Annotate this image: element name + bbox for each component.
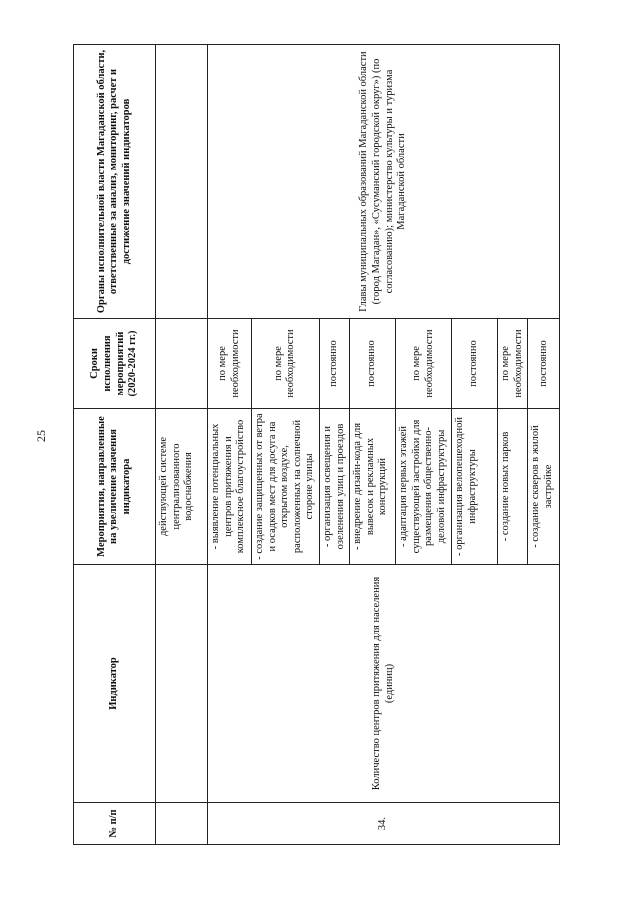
header-authorities: Органы исполнительной власти Магаданской области, ответственные за анализ, мониторинг, расчет и достижение значений индикаторов [74,45,156,319]
cell-empty [156,803,208,845]
cell-measure: - адаптация первых этажей существующей застройки для размещения общественно-деловой инфраструктуры [396,409,452,565]
cell-measure: - создание защищенных от ветра и осадков мест для досуга на открытом воздухе, расположенных на солнечной стороне улицы [252,409,320,565]
cell-empty [156,45,208,319]
cell-row-number: 34. [208,803,560,845]
table-row [208,45,252,845]
cell-empty [156,565,208,803]
header-measures: Мероприятия, направленные на увеличение значения индикатора [74,409,156,565]
cell-term: постоянно [319,319,349,409]
page-number: 25 [34,430,48,442]
cell-measure: - выявление потенциальных центров притяжения и комплексное благоустройство [208,409,252,565]
header-terms: Сроки исполнения мероприятий (2020-2024 гг.) [74,319,156,409]
cell-measure: - организация велопешеходной инфраструктуры [452,409,498,565]
cell-measure: - организация освещения и озеленения улиц и проездов [319,409,349,565]
cell-measure: - создание новых парков [498,409,528,565]
rotated-page-content [73,45,553,845]
cell-term: по мере необходимости [208,319,252,409]
cell-measure: - создание скверов в жилой застройке [528,409,560,565]
cell-term: по мере необходимости [252,319,320,409]
cell-term: постоянно [528,319,560,409]
header-indicator: Индикатор [74,565,156,803]
indicators-table [73,44,560,845]
cell-continuation-measure: действующей системе централизованного водоснабжения [156,409,208,565]
table-header-row [74,45,156,845]
cell-term: постоянно [452,319,498,409]
cell-term: по мере необходимости [396,319,452,409]
cell-indicator: Количество центров притяжения для населения (единиц) [208,565,560,803]
header-num: № п/п [74,803,156,845]
cell-term: по мере необходимости [498,319,528,409]
table-row-continuation [156,45,208,845]
cell-measure: - внедрение дизайн-кода для вывесок и рекламных конструкций [350,409,396,565]
cell-term: постоянно [350,319,396,409]
cell-authorities: Главы муниципальных образований Магаданской области (город Магадан», «Сусуманский городской округ») (по согласованию); министерство культуры и туризма Магаданской области [208,45,560,319]
cell-empty [156,319,208,409]
